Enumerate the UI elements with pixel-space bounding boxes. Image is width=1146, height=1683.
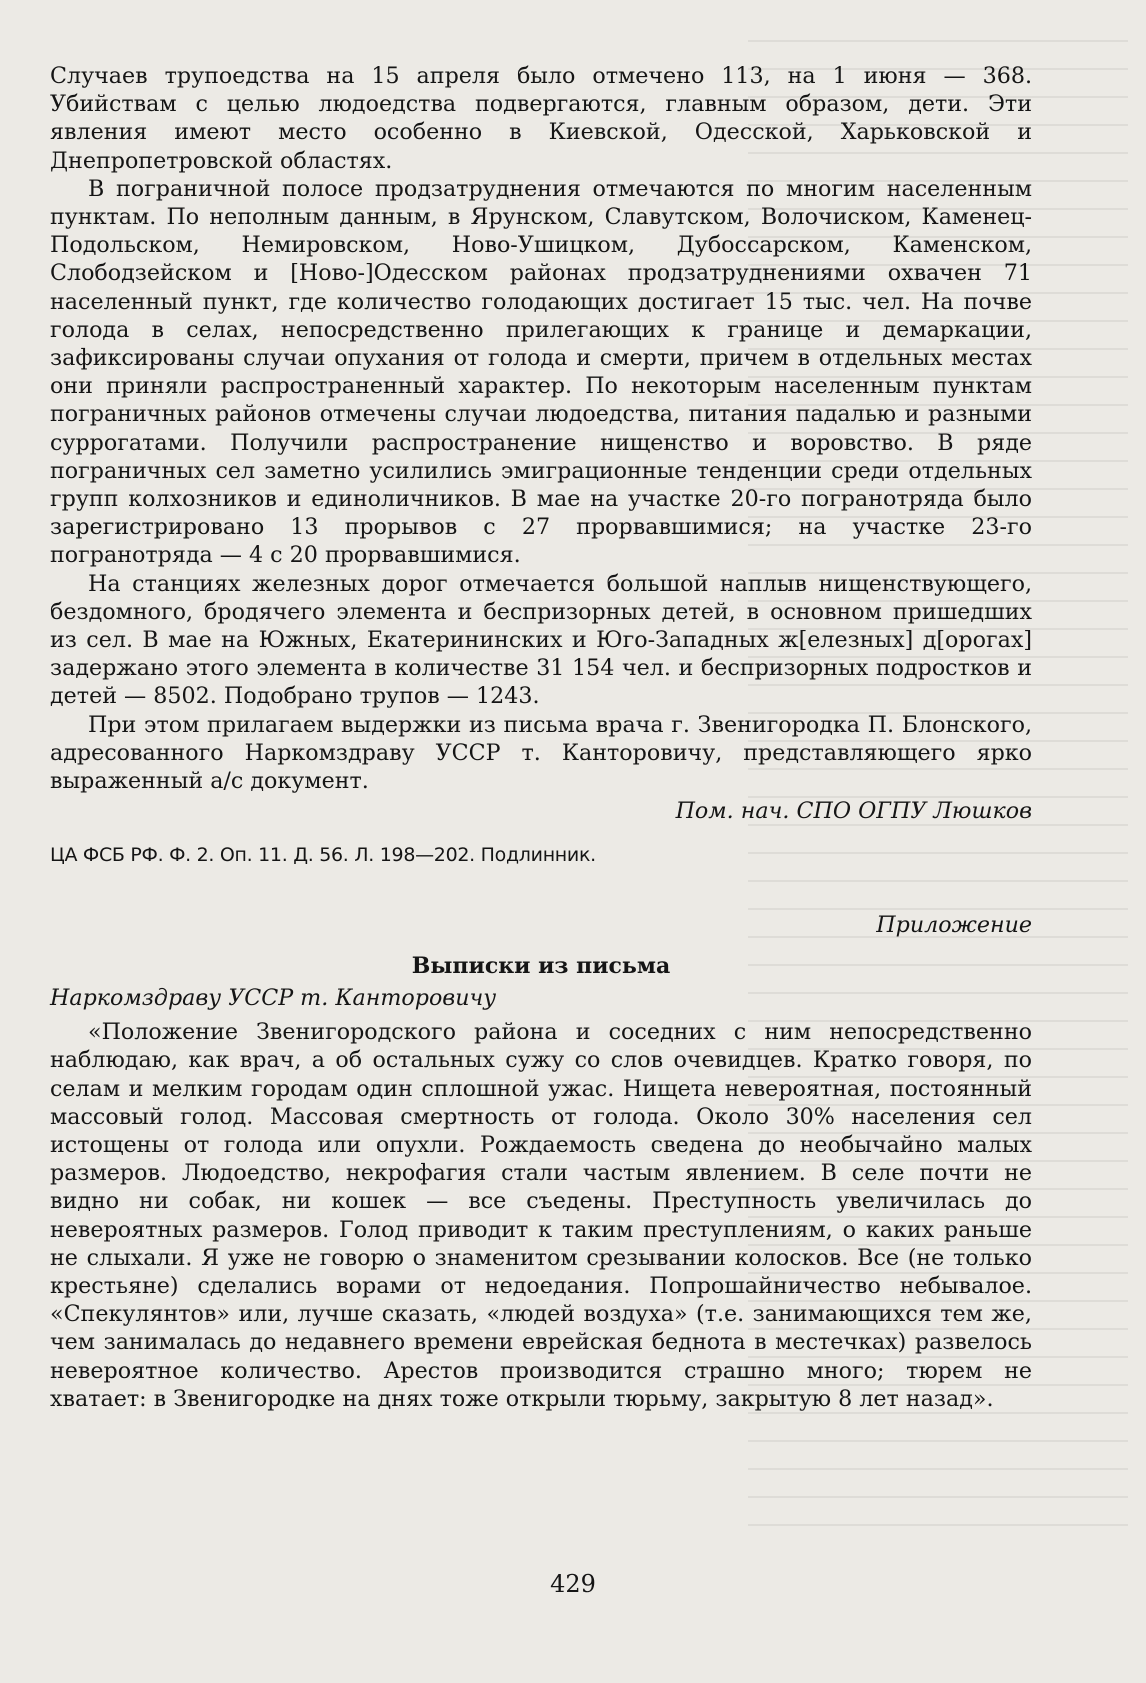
signature: Пом. нач. СПО ОГПУ Люшков: [675, 798, 1032, 825]
archive-source: ЦА ФСБ РФ. Ф. 2. Оп. 11. Д. 56. Л. 198—202. Подлинник.: [50, 844, 596, 867]
section-heading: Выписки из письма: [411, 952, 671, 979]
page-number: 429: [550, 1570, 596, 1598]
paragraph-railway-stations: На станциях железных дорог отмечается большой наплыв нищенствующего, бездомного, бродячего элемента и беспризорных детей, в основном пришедших из сел. В мае на Южных, Екатерининских и Юго-Западных ж[елезных] д[орогах] задержано этого элемента в количестве 31 154 чел. и беспризорных подростков и детей — 8502. Подобрано трупов — 1243.: [50, 570, 1032, 710]
appendix-label: Приложение: [876, 912, 1032, 939]
letter-addressee: Наркомздраву УССР т. Канторовичу: [50, 984, 497, 1011]
letter-excerpt: «Положение Звенигородского района и соседних с ним непосредственно наблюдаю, как врач, а об остальных сужу со слов очевидцев. Кратко говоря, по селам и мелким городам один сплошной ужас. Нищета невероятная, постоянный массовый голод. Массовая смертность от голода. Около 30% населения сел истощены от голода или опухли. Рождаемость сведена до необычайно малых размеров. Людоедство, некрофагия стали частым явлением. В селе почти не видно ни собак, ни кошек — все съедены. Преступность увеличилась до невероятных размеров. Голод приводит к таким преступлениям, о каких раньше не слыхали. Я уже не говорю о знаменитом срезывании колосков. Все (не только крестьяне) сделались ворами от недоедания. Попрошайничество небывалое. «Спекулянтов» или, лучше сказать, «людей воздуха» (т.е. занимающихся тем же, чем занималась до недавнего времени еврейская беднота в местечках) развелось невероятное количество. Арестов производится страшно много; тюрем не хватает: в Звенигородке на днях тоже открыли тюрьму, закрытую 8 лет назад».: [50, 1019, 1032, 1412]
paragraph-border-zone: В пограничной полосе продзатруднения отмечаются по многим населенным пунктам. По неполным данным, в Ярунском, Славутском, Волочиском, Каменец-Подольском, Немировском, Ново-Ушицком, Дубоссарском, Каменском, Слободзейском и [Ново-]Одесском районах продзатруднениями охвачен 71 населенный пункт, где количество голодающих достигает 15 тыс. чел. На почве голода в селах, непосредственно прилегающих к границе и демаркации, зафиксированы случаи опухания от голода и смерти, причем в отдельных местах они приняли распространенный характер. По некоторым населенным пунктам пограничных районов отмечены случаи людоедства, питания падалью и разными суррогатами. Получили распространение нищенство и воровство. В ряде пограничных сел заметно усилились эмиграционные тенденции среди отдельных групп колхозников и единоличников. В мае на участке 20-го погранотряда было зарегистрировано 13 прорывов с 27 прорвавшимися; на участке 23-го погранотряда — 4 с 20 прорвавшимися.: [50, 175, 1032, 569]
paragraph-letter-intro: При этом прилагаем выдержки из письма врача г. Звенигородка П. Блонского, адресованного Наркомздраву УССР т. Канторовичу, представляющего ярко выраженный а/с документ.: [50, 711, 1032, 795]
paragraph-cannibalism-stats: Случаев трупоедства на 15 апреля было отмечено 113, на 1 июня — 368. Убийствам с целью людоедства подвергаются, главным образом, дети. Эти явления имеют место особенно в Киевской, Одесской, Харьковской и Днепропетровской областях.: [50, 63, 1032, 174]
page-body: [50, 62, 1032, 1413]
